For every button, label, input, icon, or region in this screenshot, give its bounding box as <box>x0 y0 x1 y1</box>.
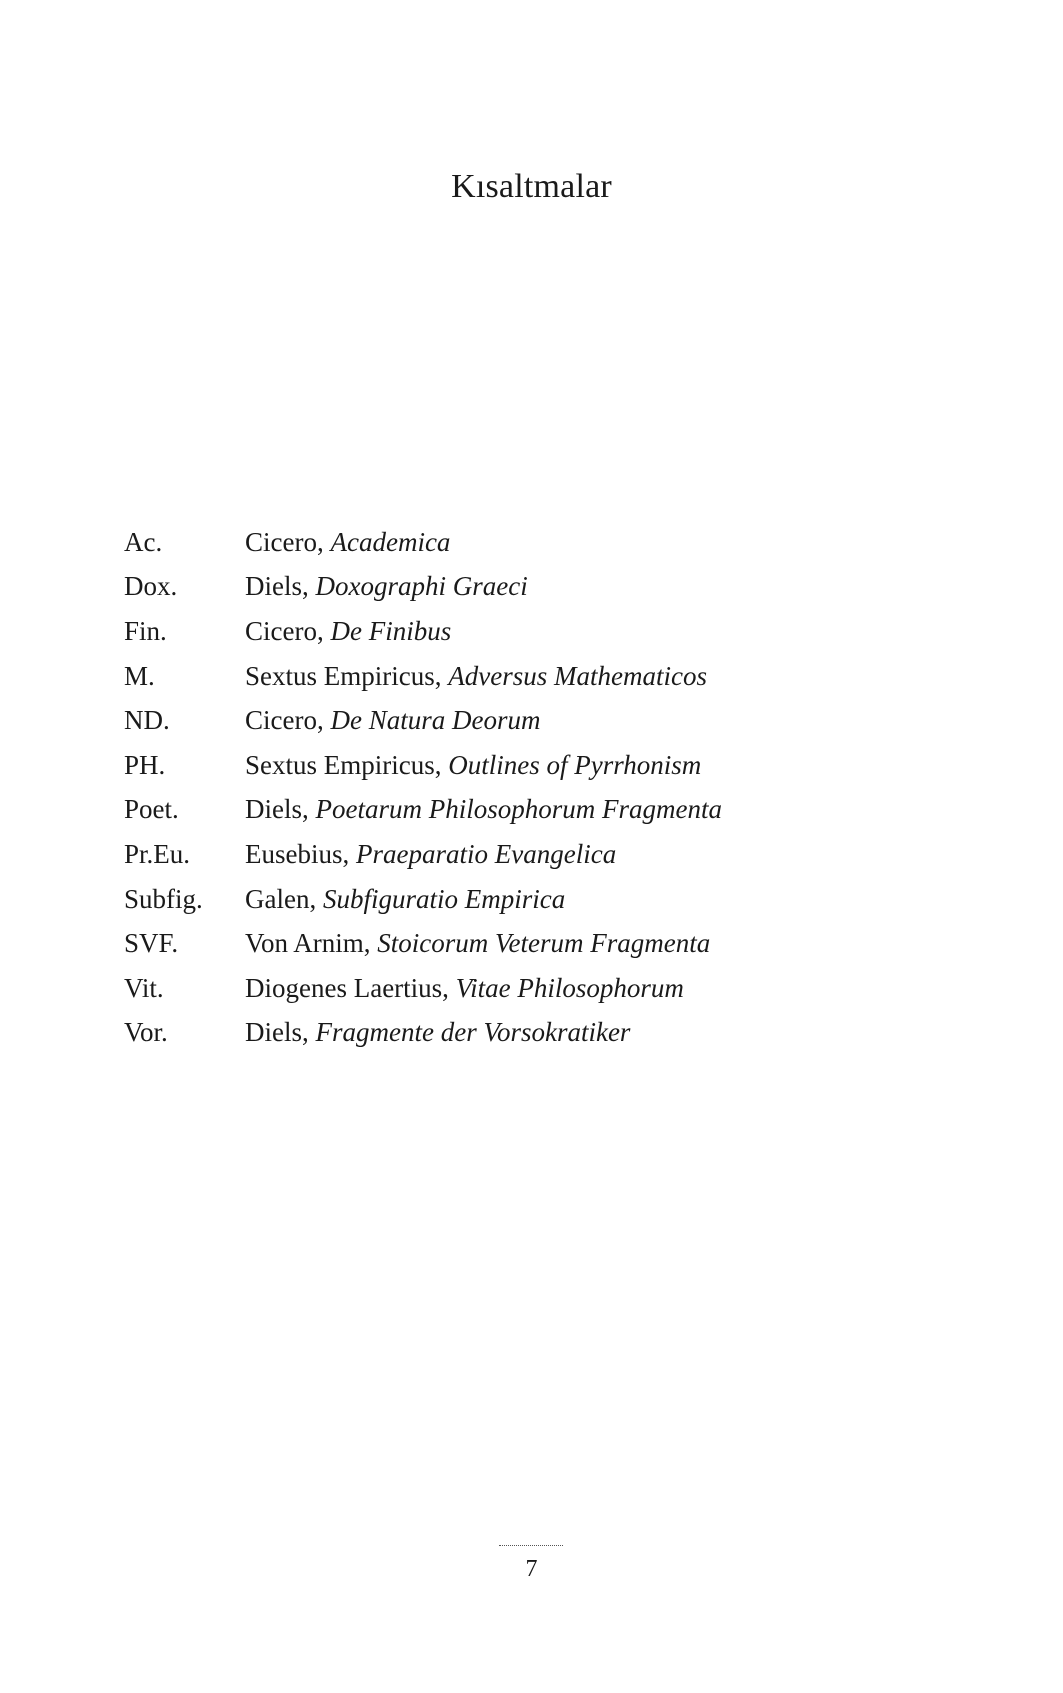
work-title: Fragmente der Vorsokratiker <box>315 1017 631 1048</box>
abbreviation-row <box>124 788 944 833</box>
abbreviation-row <box>124 966 944 1011</box>
abbreviation-row <box>124 1011 944 1056</box>
author-name: Galen, <box>245 883 317 914</box>
footer-divider <box>499 1545 563 1546</box>
work-title: Poetarum Philosophorum Fragmenta <box>315 794 722 825</box>
author-name: Sextus Empiricus, <box>245 660 442 691</box>
abbreviation: Fin. <box>124 615 167 646</box>
author-name: Diogenes Laertius, <box>245 972 449 1003</box>
abbreviation: M. <box>124 660 155 691</box>
abbreviation: PH. <box>124 749 166 780</box>
abbreviation-row <box>124 609 944 654</box>
author-name: Eusebius, <box>245 838 350 869</box>
author-name: Cicero, <box>245 615 324 646</box>
work-title: Adversus Mathematicos <box>448 660 707 691</box>
abbreviation-row <box>124 832 944 877</box>
work-title: Praeparatio Evangelica <box>356 838 617 869</box>
work-title: Vitae Philosophorum <box>455 972 684 1003</box>
work-title: Doxographi Graeci <box>315 571 528 602</box>
work-title: Stoicorum Veterum Fragmenta <box>377 928 711 959</box>
abbreviation: Subfig. <box>124 883 203 914</box>
abbreviation-list <box>124 520 944 1055</box>
abbreviation: ND. <box>124 705 170 736</box>
work-title: Outlines of Pyrrhonism <box>448 749 702 780</box>
work-title: De Finibus <box>330 615 452 646</box>
abbreviation-row <box>124 698 944 743</box>
author-name: Diels, <box>245 571 309 602</box>
abbreviation: Dox. <box>124 571 178 602</box>
abbreviation: Poet. <box>124 794 179 825</box>
abbreviation: Vor. <box>124 1017 168 1048</box>
author-name: Von Arnim, <box>245 928 371 959</box>
page-title: Kısaltmalar <box>451 168 612 205</box>
author-name: Sextus Empiricus, <box>245 749 442 780</box>
abbreviation: SVF. <box>124 928 179 959</box>
abbreviation: Ac. <box>124 526 163 557</box>
abbreviation-row <box>124 921 944 966</box>
abbreviation-row <box>124 743 944 788</box>
abbreviation: Pr.Eu. <box>124 838 191 869</box>
author-name: Diels, <box>245 1017 309 1048</box>
work-title: Academica <box>330 526 451 557</box>
author-name: Diels, <box>245 794 309 825</box>
abbreviation-row <box>124 520 944 565</box>
work-title: Subfiguratio Empirica <box>322 883 566 914</box>
work-title: De Natura Deorum <box>330 705 541 736</box>
abbreviation-row <box>124 877 944 922</box>
page-number: 7 <box>525 1556 538 1582</box>
author-name: Cicero, <box>245 705 324 736</box>
abbreviation-row <box>124 565 944 610</box>
abbreviation-row <box>124 654 944 699</box>
author-name: Cicero, <box>245 526 324 557</box>
abbreviation: Vit. <box>124 972 164 1003</box>
